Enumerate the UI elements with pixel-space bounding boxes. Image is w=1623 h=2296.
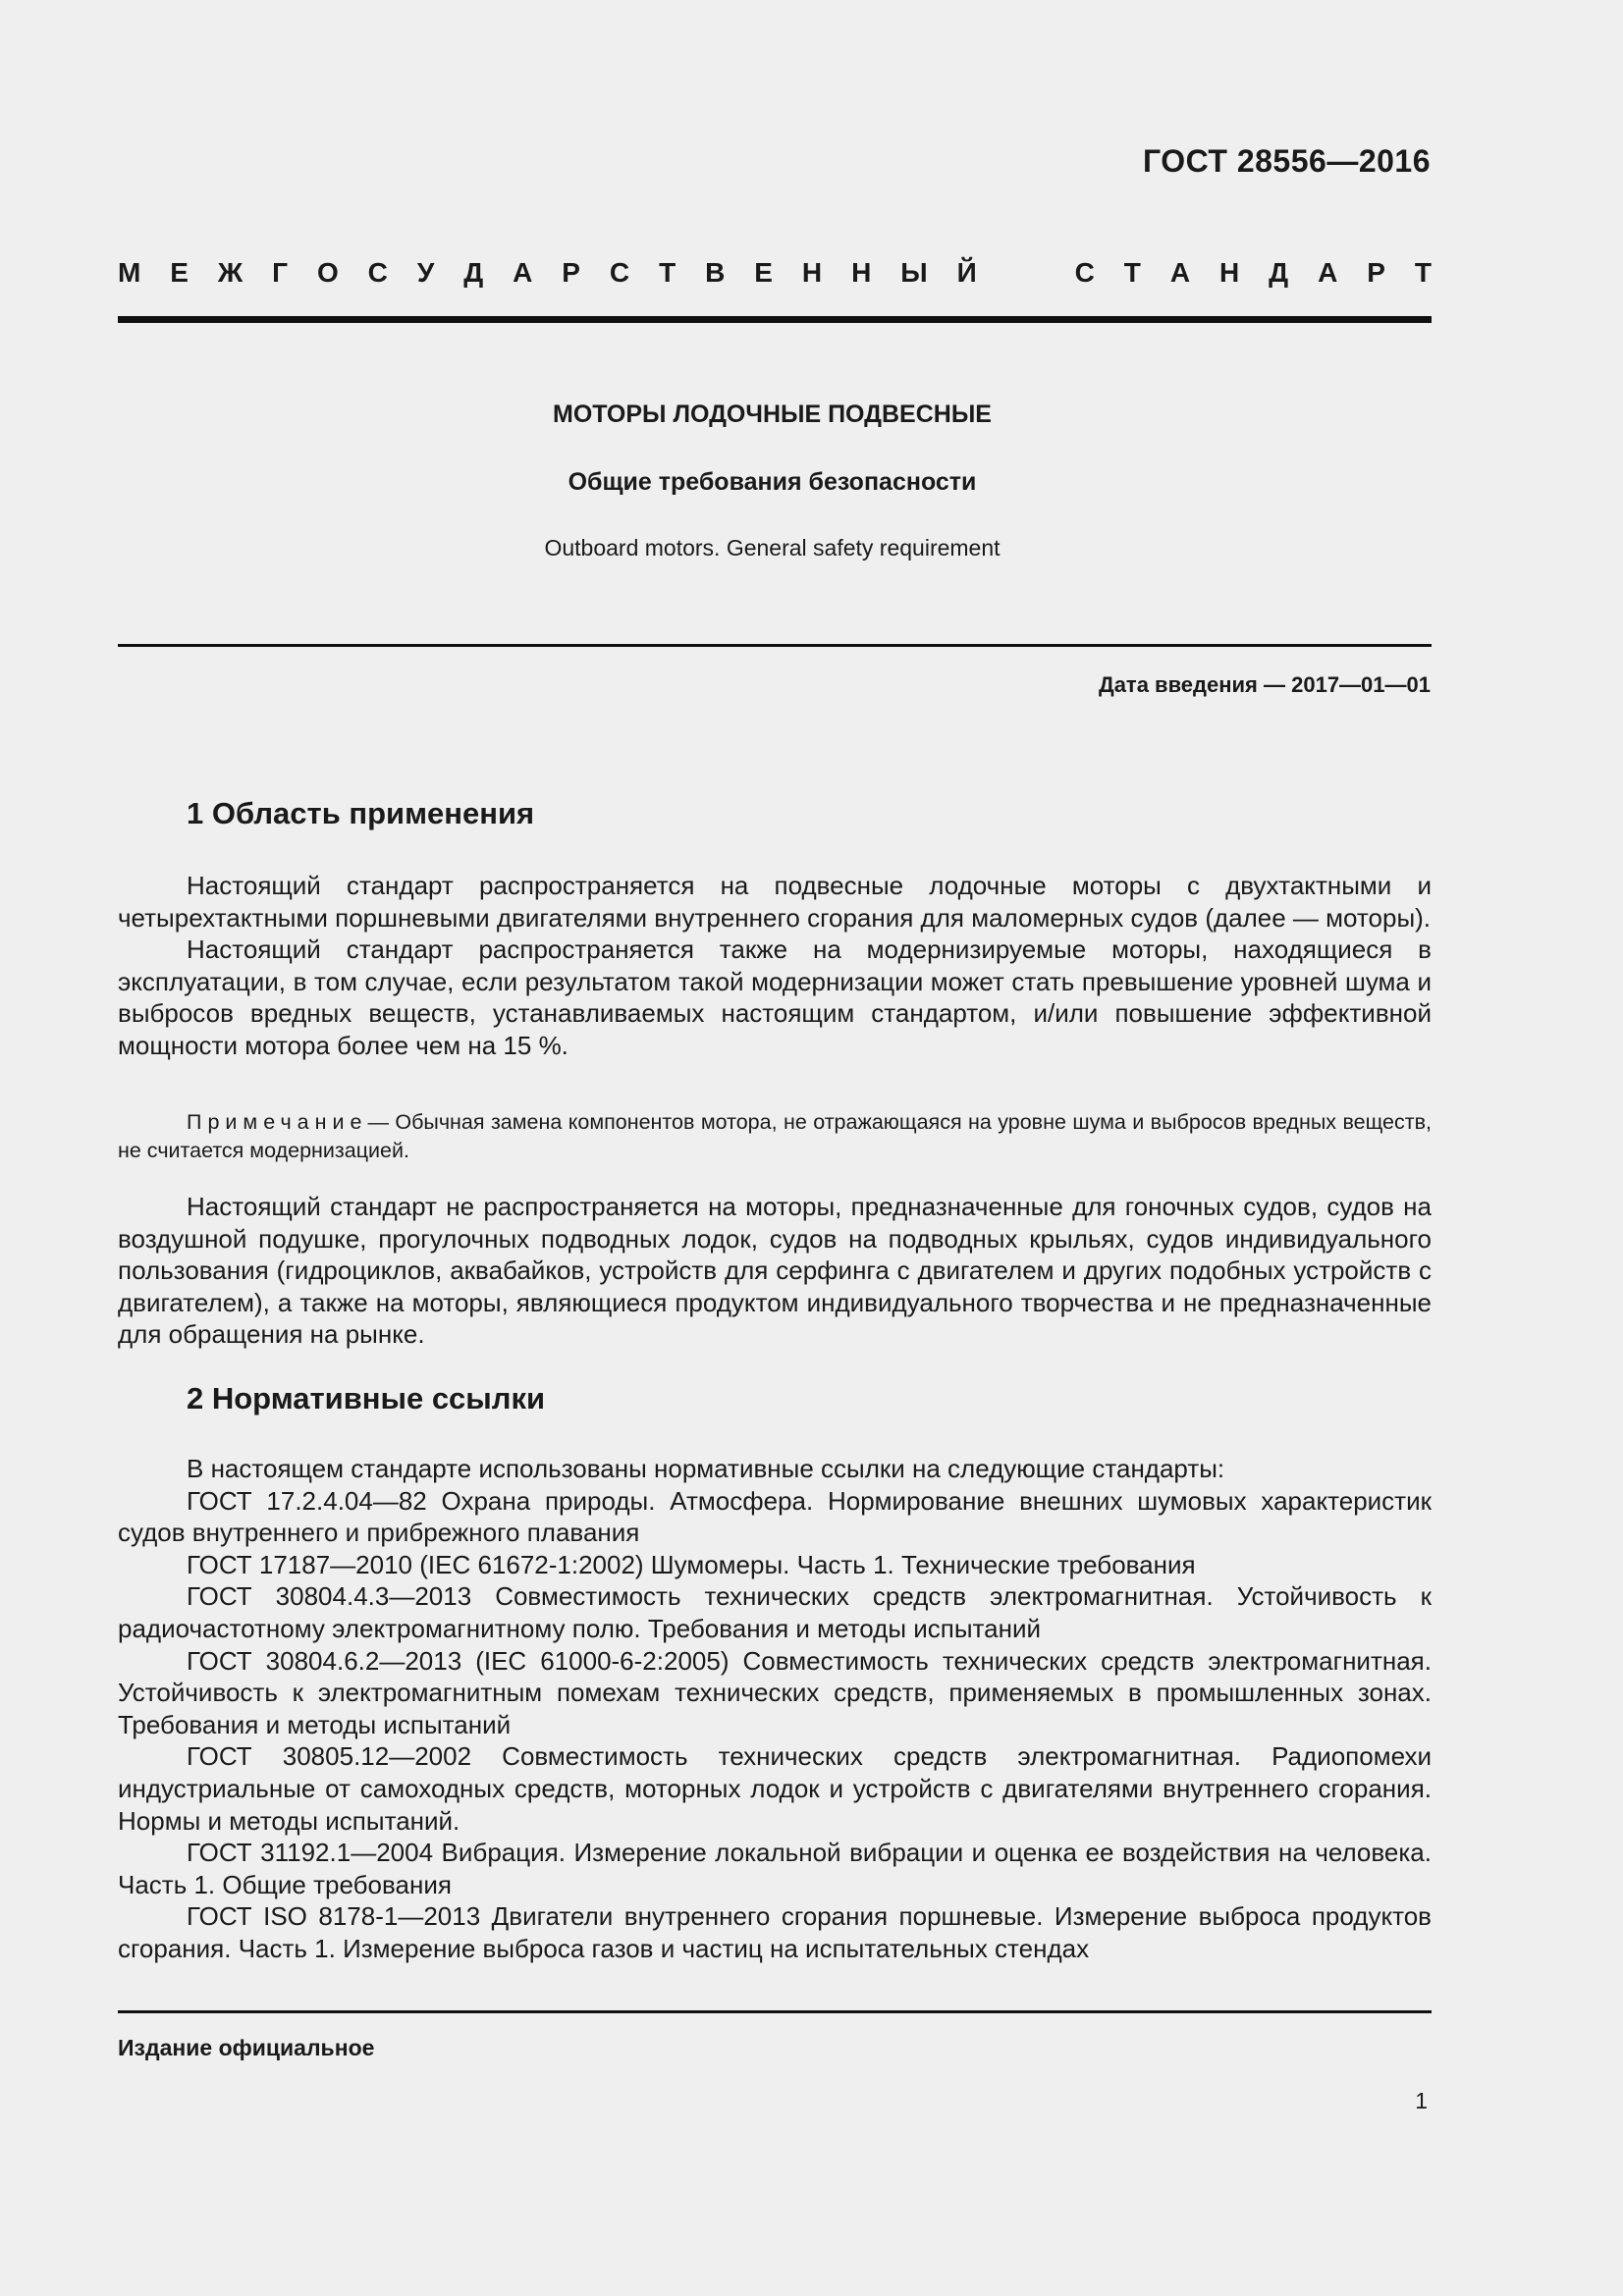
banner-letter: Н (801, 257, 823, 288)
banner-letter: Т (1414, 257, 1432, 288)
banner-letter: О (316, 257, 339, 288)
page-number: 1 (1415, 2088, 1428, 2113)
banner-letter: Ж (217, 257, 243, 288)
official-edition-label: Издание официальное (118, 2035, 375, 2060)
banner-word-gap (1006, 257, 1046, 289)
reference-item: ГОСТ 30804.4.3—2013 Совместимость технических средств электромагнитная. Устойчивость к радиочастотному электромагнитному полю. Требования и методы испытаний (118, 1581, 1432, 1643)
document-title: МОТОРЫ ЛОДОЧНЫЕ ПОДВЕСНЫЕ (553, 400, 992, 428)
banner-letter: Н (851, 257, 872, 288)
banner-letter: Р (1367, 257, 1385, 288)
banner-letter: Р (562, 257, 580, 288)
banner-letter: С (367, 257, 388, 288)
banner-letter: Ы (900, 257, 928, 288)
banner-letter: Д (463, 257, 484, 288)
paragraph: Настоящий стандарт не распространяется на моторы, предназначенные для гоночных судов, судов на воздушной подушке, прогулочных подводных лодок, судов на подводных крыльях, судов индивидуального пользования (гидроциклов, аквабайков, устройств для серфинга с двигателем и других подобных устройств с двигателем), а также на моторы, являющиеся продуктом индивидуального творчества и не предназначенные для обращения на рынке. (118, 1192, 1432, 1350)
paragraph: Настоящий стандарт распространяется на подвесные лодочные моторы с двухтактными и четырехтактными поршневыми двигателями внутреннего сгорания для маломерных судов (далее — моторы). (118, 871, 1432, 933)
footer-divider (118, 2010, 1432, 2013)
banner-letter: А (1169, 257, 1191, 288)
paragraph: Настоящий стандарт распространяется также на модернизируемые моторы, находящиеся в эксплуатации, в том случае, если результатом такой модернизации может стать превышение уровней шума и выбросов вредных веществ, устанавливаемых настоящим стандартом, и/или повышение эффективной мощности мотора более чем на 15 %. (118, 934, 1432, 1060)
banner-letter: В (705, 257, 726, 288)
banner-letter: Е (754, 257, 773, 288)
note-block (118, 1108, 1432, 1165)
document-subtitle: Общие требования безопасности (568, 468, 977, 496)
banner-letter: У (416, 257, 435, 288)
banner-letter: Г (272, 257, 289, 288)
banner-letter: А (1318, 257, 1338, 288)
header-divider (118, 316, 1432, 323)
banner-letter: С (609, 257, 630, 288)
banner-letter: Т (659, 257, 676, 288)
document-number: ГОСТ 28556—2016 (1142, 143, 1431, 179)
reference-item: ГОСТ 30804.6.2—2013 (IEC 61000-6-2:2005) Совместимость технических средств электромагнитная. Устойчивость к электромагнитным помехам технических средств, применяемых в промышленных зонах. Требования и методы испытаний (118, 1645, 1432, 1739)
banner-letter: Н (1219, 257, 1240, 288)
references-intro: В настоящем стандарте использованы нормативные ссылки на следующие стандарты: (187, 1454, 1225, 1483)
section-heading-references: 2 Нормативные ссылки (187, 1381, 546, 1415)
document-title-english: Outboard motors. General safety requirement (544, 535, 1001, 561)
banner-letter: С (1074, 257, 1095, 288)
banner-letter: Й (956, 257, 977, 288)
reference-item: ГОСТ 17.2.4.04—82 Охрана природы. Атмосфера. Нормирование внешних шумовых характеристик судов внутреннего и прибрежного плавания (118, 1485, 1432, 1548)
interstate-standard-banner (118, 257, 1432, 289)
banner-letter: Е (170, 257, 189, 288)
reference-item: ГОСТ 17187—2010 (IEC 61672-1:2002) Шумомеры. Часть 1. Технические требования (187, 1549, 1196, 1579)
note-paragraph (118, 1108, 1432, 1165)
note-label: Примечание (187, 1110, 368, 1134)
banner-letter: Д (1269, 257, 1289, 288)
section-heading-scope: 1 Область применения (187, 796, 535, 830)
banner-letter: А (513, 257, 533, 288)
reference-item: ГОСТ 31192.1—2004 Вибрация. Измерение локальной вибрации и оценка ее воздействия на человека. Часть 1. Общие требования (118, 1838, 1432, 1899)
references-list (118, 1453, 1432, 1965)
introduction-date: Дата введения — 2017—01—01 (1099, 672, 1431, 697)
reference-item: ГОСТ 30805.12—2002 Совместимость технических средств электромагнитная. Радиопомехи индустриальные от самоходных средств, моторных лодок и устройств с двигателями внутреннего сгорания. Нормы и методы испытаний. (118, 1741, 1432, 1836)
note-text: — Обычная замена компонентов мотора, не отражающаяся на уровне шума и выбросов вредных веществ, не считается модернизацией. (118, 1110, 1432, 1162)
reference-item: ГОСТ ISO 8178-1—2013 Двигатели внутреннего сгорания поршневые. Измерение выброса продуктов сгорания. Часть 1. Измерение выброса газов и частиц на испытательных стендах (118, 1901, 1432, 1963)
banner-letter: М (118, 257, 141, 288)
banner-letter: Т (1123, 257, 1141, 288)
section-scope-exclusions (118, 1191, 1432, 1351)
section-scope-body (118, 870, 1432, 1062)
title-divider (118, 644, 1432, 647)
